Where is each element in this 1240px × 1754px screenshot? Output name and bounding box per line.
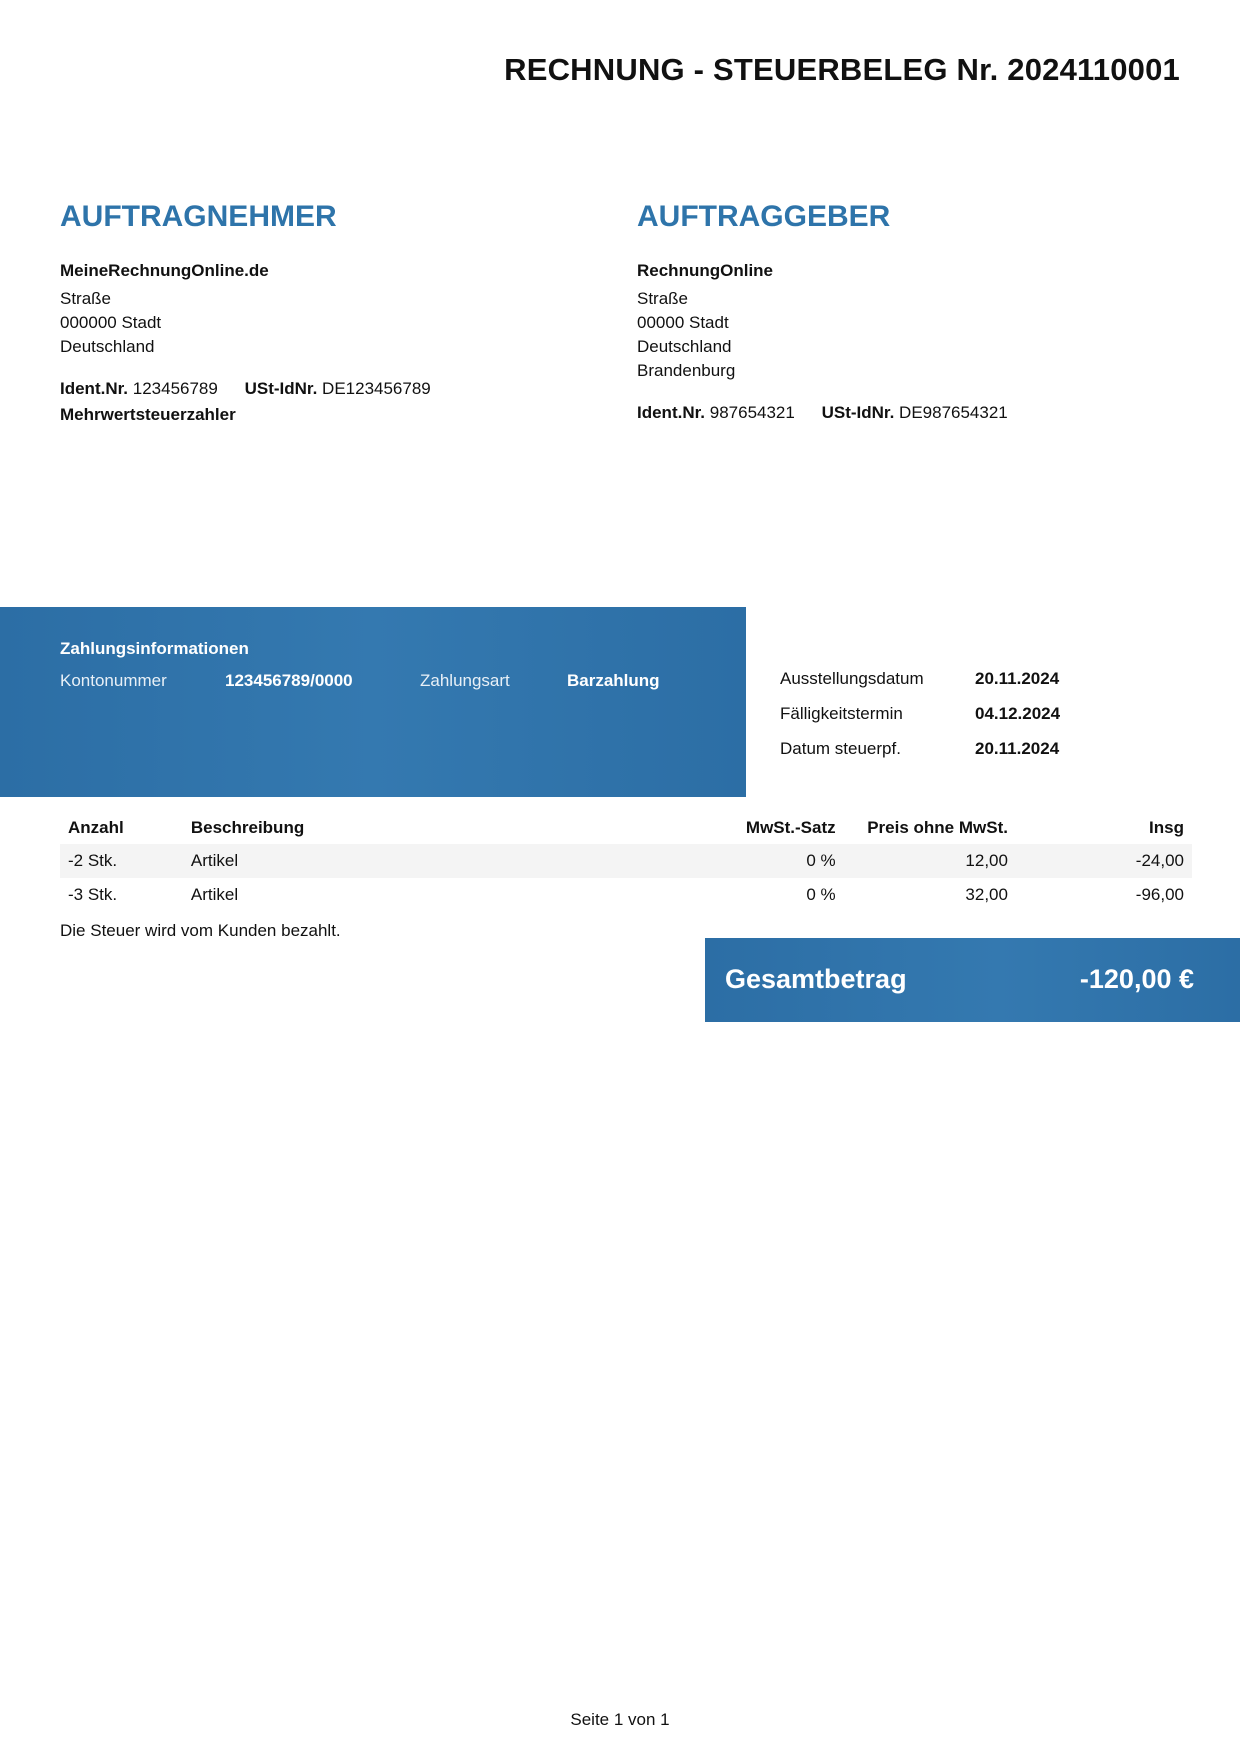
contractor-country: Deutschland xyxy=(60,337,155,356)
table-row xyxy=(60,844,1192,878)
total-label: Gesamtbetrag xyxy=(725,964,907,994)
account-number-value: 123456789/0000 xyxy=(225,671,353,690)
cell-qty: -3 Stk. xyxy=(68,885,118,904)
client-heading: AUFTRAGGEBER xyxy=(637,200,891,233)
total-panel xyxy=(705,938,1240,1022)
client-country: Deutschland xyxy=(637,337,732,356)
cell-vat-rate: 0 % xyxy=(806,885,836,904)
due-date-label: Fälligkeitstermin xyxy=(780,704,903,723)
cell-description: Artikel xyxy=(190,885,239,904)
taxable-date-value: 20.11.2024 xyxy=(975,739,1060,758)
cell-qty: -2 Stk. xyxy=(60,844,183,878)
payment-info-panel xyxy=(0,607,746,797)
cell-net-price: 32,00 xyxy=(965,885,1008,904)
due-date-value: 04.12.2024 xyxy=(975,704,1061,723)
client-ids xyxy=(637,403,1008,423)
cell-total: -96,00 xyxy=(1135,885,1184,904)
payment-method-value: Barzahlung xyxy=(567,671,660,690)
contractor-ids xyxy=(60,379,431,399)
contractor-heading: AUFTRAGNEHMER xyxy=(60,200,337,233)
issue-date-label: Ausstellungsdatum xyxy=(780,669,924,688)
cell-vat-rate: 0 % xyxy=(646,844,844,878)
contractor-city: 000000 Stadt xyxy=(60,313,162,332)
contractor-ident-value: 123456789 xyxy=(132,379,218,398)
table-row xyxy=(60,878,1192,912)
total-value: -120,00 € xyxy=(1079,964,1194,994)
header-description: Beschreibung xyxy=(190,818,305,837)
client-region: Brandenburg xyxy=(637,361,736,380)
header-net-price: Preis ohne MwSt. xyxy=(867,818,1008,837)
contractor-vat-label: USt-IdNr. xyxy=(244,379,318,398)
client-ident-label: Ident.Nr. xyxy=(637,403,706,422)
page-number: Seite 1 von 1 xyxy=(570,1710,670,1729)
account-number-label: Kontonummer xyxy=(60,671,167,690)
client-street: Straße xyxy=(637,289,689,308)
items-header-row xyxy=(60,812,1192,844)
client-vat-label: USt-IdNr. xyxy=(821,403,895,422)
payment-info-title: Zahlungsinformationen xyxy=(60,639,249,658)
client-name: RechnungOnline xyxy=(637,261,773,280)
contractor-vat-value: DE123456789 xyxy=(322,379,431,398)
cell-net-price: 12,00 xyxy=(844,844,1016,878)
payment-method-label: Zahlungsart xyxy=(420,671,510,690)
invoice-title: RECHNUNG - STEUERBELEG Nr. 2024110001 xyxy=(504,52,1180,87)
tax-note: Die Steuer wird vom Kunden bezahlt. xyxy=(60,921,341,940)
header-qty: Anzahl xyxy=(68,818,124,837)
client-city: 00000 Stadt xyxy=(637,313,729,332)
contractor-name: MeineRechnungOnline.de xyxy=(60,261,269,280)
contractor-street: Straße xyxy=(60,289,112,308)
client-ident-value: 987654321 xyxy=(709,403,795,422)
header-vat-rate: MwSt.-Satz xyxy=(745,818,836,837)
cell-description: Artikel xyxy=(183,844,646,878)
cell-total: -24,00 xyxy=(1016,844,1192,878)
issue-date-value: 20.11.2024 xyxy=(975,669,1060,688)
items-table xyxy=(60,812,1192,912)
taxable-date-label: Datum steuerpf. xyxy=(780,739,901,758)
header-total: Insg xyxy=(1149,818,1184,837)
contractor-ident-label: Ident.Nr. xyxy=(60,379,129,398)
client-vat-value: DE987654321 xyxy=(899,403,1008,422)
contractor-vat-status: Mehrwertsteuerzahler xyxy=(60,405,236,424)
